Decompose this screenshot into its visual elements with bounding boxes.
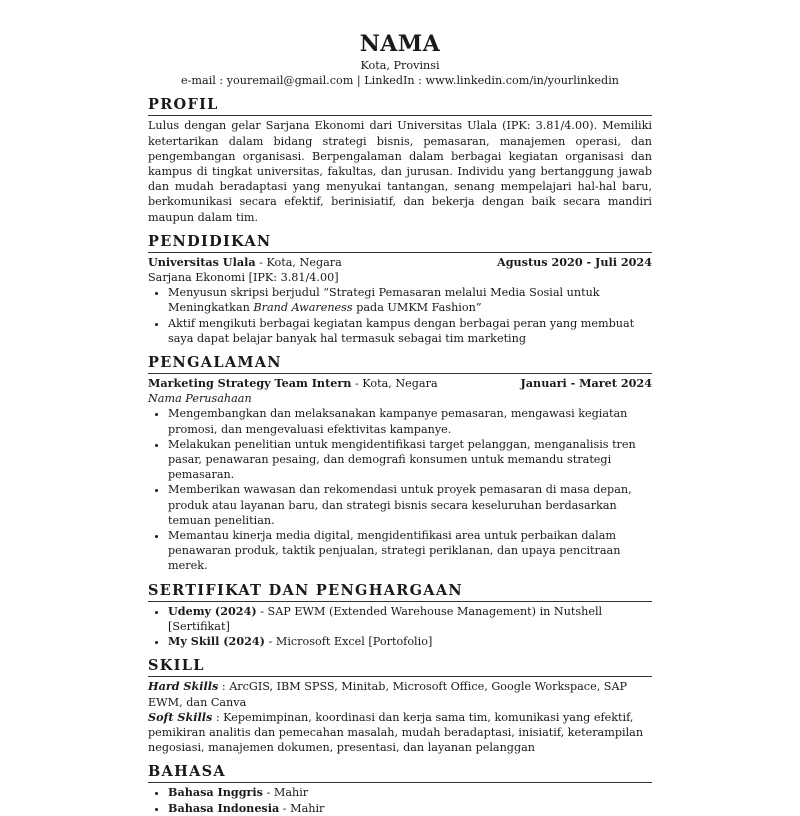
school-location: - Kota, Negara [255, 255, 342, 269]
education-date: Agustus 2020 - Juli 2024 [497, 254, 652, 269]
education-header-row [148, 255, 652, 270]
section-pengalaman [148, 354, 652, 574]
section-sertifikat [148, 582, 652, 650]
hard-skills-label: Hard Skills [148, 679, 219, 694]
list-item [168, 285, 652, 315]
list-item [168, 785, 652, 800]
job-location: - Kota, Negara [351, 377, 438, 391]
section-title-profil: PROFIL [148, 96, 652, 116]
certificate-list [148, 604, 652, 650]
language-level: - Mahir [263, 786, 309, 800]
language-label: Bahasa Indonesia [168, 800, 280, 815]
soft-skills [148, 710, 652, 756]
section-title-skill: SKILL [148, 657, 652, 677]
list-item [168, 604, 652, 634]
soft-skills-label: Soft Skills [148, 709, 213, 724]
language-label: Bahasa Inggris [168, 785, 263, 800]
candidate-name: NAMA [359, 31, 441, 57]
education-bullets [148, 285, 652, 346]
company-name: Nama Perusahaan [148, 392, 252, 406]
thesis-italic-text: Brand Awareness [253, 301, 353, 315]
certificate-text: - SAP EWM (Extended Warehouse Management) in Nutshell [Sertifikat] [168, 604, 603, 633]
resume-page [148, 30, 652, 816]
certificate-label: Udemy (2024) [168, 603, 257, 618]
language-list [148, 785, 652, 815]
list-item: • Memantau kinerja media digital, mengidentifikasi area untuk perbaikan dalam penawaran produk, taktik penjualan, strategi periklanan, dan upaya pencitraan merek. [168, 528, 652, 574]
section-profil [148, 96, 652, 224]
job-role: Marketing Strategy Team Intern [148, 376, 352, 391]
section-title-sertifikat: SERTIFIKAT DAN PENGHARGAAN [148, 582, 652, 602]
list-item: • Memberikan wawasan dan rekomendasi untuk proyek pemasaran di masa depan, produk atau layanan baru, dan strategi bisnis secara keseluruhan berdasarkan temuan penelitian. [168, 482, 652, 528]
soft-skills-text: : Kepemimpinan, koordinasi dan kerja sama tim, komunikasi yang efektif, pemikiran analitis dan pemecahan masalah, mudah beradaptasi, inisiatif, keterampilan negosiasi, manajemen dokumen, presentasi, dan layanan pelanggan [148, 710, 644, 755]
list-item: • Mengembangkan dan melaksanakan kampanye pemasaran, mengawasi kegiatan promosi, dan mengevaluasi efektivitas kampanye. [168, 406, 652, 436]
list-item [168, 801, 652, 816]
location-line: Kota, Provinsi [360, 59, 440, 72]
section-pendidikan [148, 233, 652, 346]
section-bahasa [148, 763, 652, 815]
section-title-pengalaman: PENGALAMAN [148, 354, 652, 374]
thesis-text-end: pada UMKM Fashion” [352, 301, 482, 315]
section-title-bahasa: BAHASA [148, 763, 652, 783]
experience-header-row [148, 376, 652, 391]
language-level: - Mahir [279, 801, 325, 815]
list-item: • Melakukan penelitian untuk mengidentifikasi target pelanggan, menganalisis tren pasar, penawaran pesaing, dan demografi konsumen untuk memandu strategi pemasaran. [168, 437, 652, 483]
certificate-text: - Microsoft Excel [Portofolio] [264, 635, 433, 649]
degree-line: Sarjana Ekonomi [IPK: 3.81/4.00] [148, 271, 339, 285]
hard-skills [148, 679, 652, 709]
thesis-text: Menyusun skripsi berjudul “Strategi Pemasaran melalui Media Sosial untuk Meningkatkan [168, 286, 600, 315]
list-item [168, 634, 652, 649]
certificate-label: My Skill (2024) [168, 634, 265, 649]
profil-text: Lulus dengan gelar Sarjana Ekonomi dari Universitas Ulala (IPK: 3.81/4.00). Memiliki ketertarikan dalam bidang strategi bisnis, pemasaran, manajemen operasi, dan pengembangan organisasi. Berpengalaman dalam berbagai kegiatan organisasi dan kampus di tingkat universitas, fakultas, dan jurusan. Individu yang bertanggung jawab dan mudah beradaptasi yang menyukai tantangan, senang mempelajari hal-hal baru, berkomunikasi secara efektif, berinisiatif, dan bekerja dengan baik secara mandiri maupun dalam tim. [148, 119, 652, 224]
education-institution [148, 255, 342, 270]
experience-date: Januari - Maret 2024 [520, 376, 652, 391]
hard-skills-text: : ArcGIS, IBM SPSS, Minitab, Microsoft Office, Google Workspace, SAP EWM, dan Canva [148, 680, 628, 709]
contact-line: e-mail : youremail@gmail.com | LinkedIn : www.linkedin.com/in/yourlinkedin [181, 74, 619, 88]
experience-bullets [148, 406, 652, 573]
experience-role-line [148, 376, 438, 391]
section-title-pendidikan: PENDIDIKAN [148, 233, 652, 253]
section-skill [148, 657, 652, 755]
list-item: • Aktif mengikuti berbagai kegiatan kampus dengan berbagai peran yang membuat saya dapat belajar banyak hal termasuk sebagai tim marketing [168, 316, 652, 346]
school-name: Universitas Ulala [148, 254, 256, 269]
resume-header [148, 30, 652, 88]
